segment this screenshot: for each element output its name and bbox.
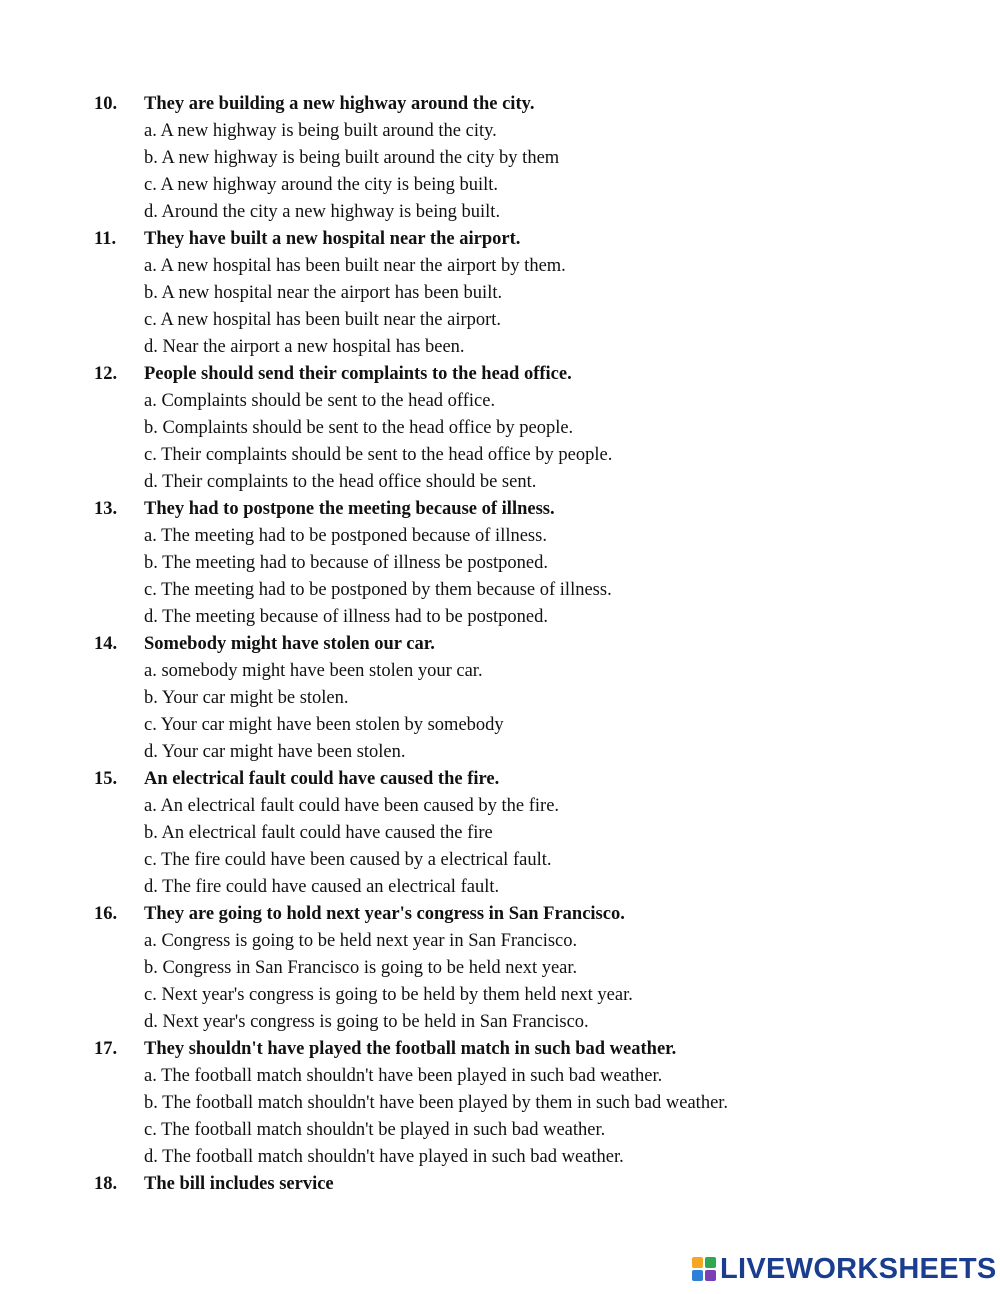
question-block: [0, 226, 1000, 361]
question-heading: [0, 631, 1000, 658]
answer-option[interactable]: d. The meeting because of illness had to be postponed.: [144, 607, 548, 627]
answer-option[interactable]: b. Congress in San Francisco is going to be held next year.: [144, 958, 578, 978]
question-prompt: They shouldn't have played the football match in such bad weather.: [144, 1039, 677, 1059]
question-prompt: People should send their complaints to the head office.: [144, 364, 572, 384]
answer-option[interactable]: b. The football match shouldn't have been played by them in such bad weather.: [144, 1093, 729, 1113]
question-number: 13.: [94, 499, 118, 519]
answer-option[interactable]: d. Next year's congress is going to be held in San Francisco.: [144, 1012, 589, 1032]
logo-square-2: [705, 1257, 716, 1268]
answer-option[interactable]: d. The fire could have caused an electrical fault.: [144, 877, 500, 897]
answer-option[interactable]: c. Your car might have been stolen by somebody: [144, 715, 504, 735]
question-number: 10.: [94, 94, 118, 114]
answer-option[interactable]: a. The meeting had to be postponed because of illness.: [144, 526, 547, 546]
logo-square-3: [692, 1270, 703, 1281]
question-heading: [0, 361, 1000, 388]
answer-option[interactable]: a. somebody might have been stolen your car.: [144, 661, 483, 681]
answer-option[interactable]: a. Congress is going to be held next year in San Francisco.: [144, 931, 578, 951]
question-heading: [0, 901, 1000, 928]
answer-option[interactable]: b. A new highway is being built around the city by them: [144, 148, 560, 168]
answer-option[interactable]: a. A new hospital has been built near the airport by them.: [144, 256, 566, 276]
answer-option[interactable]: c. Next year's congress is going to be held by them held next year.: [144, 985, 633, 1005]
answer-option[interactable]: d. Your car might have been stolen.: [144, 742, 406, 762]
question-prompt: The bill includes service: [144, 1174, 334, 1194]
question-heading: [0, 226, 1000, 253]
question-prompt: An electrical fault could have caused the fire.: [144, 769, 500, 789]
question-number: 15.: [94, 769, 118, 789]
answer-option[interactable]: c. The fire could have been caused by a electrical fault.: [144, 850, 552, 870]
answer-option[interactable]: c. A new hospital has been built near the airport.: [144, 310, 502, 330]
question-block: [0, 1171, 1000, 1198]
question-number: 16.: [94, 904, 118, 924]
question-block: [0, 91, 1000, 226]
question-number: 18.: [94, 1174, 118, 1194]
answer-option[interactable]: a. Complaints should be sent to the head office.: [144, 391, 496, 411]
answer-option[interactable]: b. A new hospital near the airport has been built.: [144, 283, 503, 303]
answer-option[interactable]: b. Your car might be stolen.: [144, 688, 349, 708]
question-heading: [0, 1171, 1000, 1198]
question-prompt: They are going to hold next year's congress in San Francisco.: [144, 904, 625, 924]
liveworksheets-logo-icon: [692, 1257, 716, 1281]
question-heading: [0, 496, 1000, 523]
worksheet: [0, 91, 1000, 1198]
logo-square-4: [705, 1270, 716, 1281]
question-prompt: They had to postpone the meeting because of illness.: [144, 499, 555, 519]
question-block: [0, 766, 1000, 901]
answer-option[interactable]: a. The football match shouldn't have been played in such bad weather.: [144, 1066, 663, 1086]
liveworksheets-brand[interactable]: [692, 1252, 997, 1286]
question-number: 11.: [94, 229, 117, 249]
question-block: [0, 496, 1000, 631]
answer-option[interactable]: d. The football match shouldn't have played in such bad weather.: [144, 1147, 624, 1167]
question-number: 17.: [94, 1039, 118, 1059]
question-block: [0, 901, 1000, 1036]
question-block: [0, 1036, 1000, 1171]
answer-option[interactable]: b. An electrical fault could have caused the fire: [144, 823, 493, 843]
answer-option[interactable]: d. Their complaints to the head office should be sent.: [144, 472, 537, 492]
answer-option[interactable]: d. Near the airport a new hospital has been.: [144, 337, 465, 357]
question-heading: [0, 766, 1000, 793]
answer-option[interactable]: d. Around the city a new highway is being built.: [144, 202, 501, 222]
answer-option[interactable]: c. The meeting had to be postponed by them because of illness.: [144, 580, 612, 600]
answer-option[interactable]: c. The football match shouldn't be played in such bad weather.: [144, 1120, 606, 1140]
question-number: 14.: [94, 634, 118, 654]
answer-option[interactable]: a. A new highway is being built around the city.: [144, 121, 497, 141]
answer-option[interactable]: b. The meeting had to because of illness be postponed.: [144, 553, 548, 573]
brand-name: LIVEWORKSHEETS: [720, 1253, 997, 1285]
answer-option[interactable]: a. An electrical fault could have been caused by the fire.: [144, 796, 560, 816]
logo-square-1: [692, 1257, 703, 1268]
question-prompt: They are building a new highway around the city.: [144, 94, 535, 114]
answer-option[interactable]: c. Their complaints should be sent to the head office by people.: [144, 445, 613, 465]
answer-option[interactable]: b. Complaints should be sent to the head office by people.: [144, 418, 574, 438]
question-block: [0, 361, 1000, 496]
question-number: 12.: [94, 364, 118, 384]
question-prompt: They have built a new hospital near the airport.: [144, 229, 521, 249]
question-prompt: Somebody might have stolen our car.: [144, 634, 435, 654]
question-block: [0, 631, 1000, 766]
question-heading: [0, 1036, 1000, 1063]
question-heading: [0, 91, 1000, 118]
answer-option[interactable]: c. A new highway around the city is being built.: [144, 175, 499, 195]
